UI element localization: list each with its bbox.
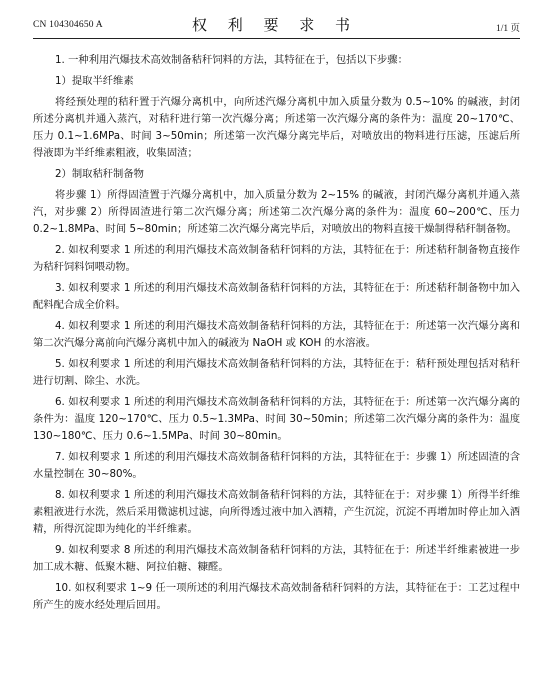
claim-1-step-1-text: 将经预处理的秸秆置于汽爆分离机中，向所述汽爆分离机中加入质量分数为 0.5~10% 的碱液，封闭所述分离机并通入蒸汽，对秸秆进行第一次汽爆分离；所述第一次汽爆分离的条件为：温度 20~170℃、压力 0.1~1.6MPa、时间 3~50min；所述第一次汽爆分离完毕后，对喷放出的物料进行压滤，压滤后所得液即为半纤维素粗液，收集固渣； <box>33 96 520 159</box>
claim-9: 9. 如权利要求 8 所述的利用汽爆技术高效制备秸秆饲料的方法，其特征在于：所述半纤维素被进一步加工成木糖、低聚木糖、阿拉伯糖、糠醛。 <box>33 544 520 573</box>
patent-number: CN 104304650 A <box>33 20 103 30</box>
claim-10: 10. 如权利要求 1~9 任一项所述的利用汽爆技术高效制备秸秆饲料的方法，其特征在于：工艺过程中所产生的废水经处理后回用。 <box>33 582 520 611</box>
claim-4: 4. 如权利要求 1 所述的利用汽爆技术高效制备秸秆饲料的方法，其特征在于：所述第一次汽爆分离和第二次汽爆分离前向汽爆分离机中加入的碱液为 NaOH 或 KOH 的水溶液。 <box>33 320 520 349</box>
claim-1-step-2-heading: 2）制取秸秆制备物 <box>55 168 144 180</box>
claim-3: 3. 如权利要求 1 所述的利用汽爆技术高效制备秸秆饲料的方法，其特征在于：所述秸秆制备物中加入配料配合成全价料。 <box>33 282 520 311</box>
claim-6: 6. 如权利要求 1 所述的利用汽爆技术高效制备秸秆饲料的方法，其特征在于：所述第一次汽爆分离的条件为：温度 120~170℃、压力 0.5~1.3MPa、时间 30~50min；所述第二次汽爆分离的条件为：温度 130~180℃、压力 0.6~1.5MPa、时间 30~80min。 <box>33 396 520 442</box>
claim-7: 7. 如权利要求 1 所述的利用汽爆技术高效制备秸秆饲料的方法，其特征在于：步骤 1）所述固渣的含水量控制在 30~80%。 <box>33 451 520 480</box>
page-title: 权 利 要 求 书 <box>191 16 359 34</box>
claim-1: 1. 一种利用汽爆技术高效制备秸秆饲料的方法，其特征在于，包括以下步骤： <box>55 54 408 66</box>
page-header <box>0 0 550 42</box>
claims-body <box>33 52 520 618</box>
claim-1-step-2-text: 将步骤 1）所得固渣置于汽爆分离机中，加入质量分数为 2~15% 的碱液，封闭汽爆分离机并通入蒸汽，对步骤 2）所得固渣进行第二次汽爆分离；所述第二次汽爆分离的条件为：温度 60~200℃、压力 0.2~1.8MPa、时间 5~80min；所述第二次汽爆分离完毕后，对喷放出的物料直接干燥制得秸秆制备物。 <box>33 189 520 235</box>
claim-8: 8. 如权利要求 1 所述的利用汽爆技术高效制备秸秆饲料的方法，其特征在于：对步骤 1）所得半纤维素粗液进行水洗，然后采用微滤机过滤，向所得透过液中加入酒精，产生沉淀，沉淀不再增加时停止加入酒精，所得沉淀即为纯化的半纤维素。 <box>33 489 520 535</box>
header-divider <box>33 38 520 39</box>
claim-5: 5. 如权利要求 1 所述的利用汽爆技术高效制备秸秆饲料的方法，其特征在于：秸秆预处理包括对秸秆进行切割、除尘、水洗。 <box>33 358 520 387</box>
claim-1-step-1-heading: 1）提取半纤维素 <box>55 75 134 87</box>
claim-2: 2. 如权利要求 1 所述的利用汽爆技术高效制备秸秆饲料的方法，其特征在于：所述秸秆制备物直接作为秸秆饲料饲喂动物。 <box>33 244 520 273</box>
page-number: 1/1 页 <box>495 24 520 34</box>
